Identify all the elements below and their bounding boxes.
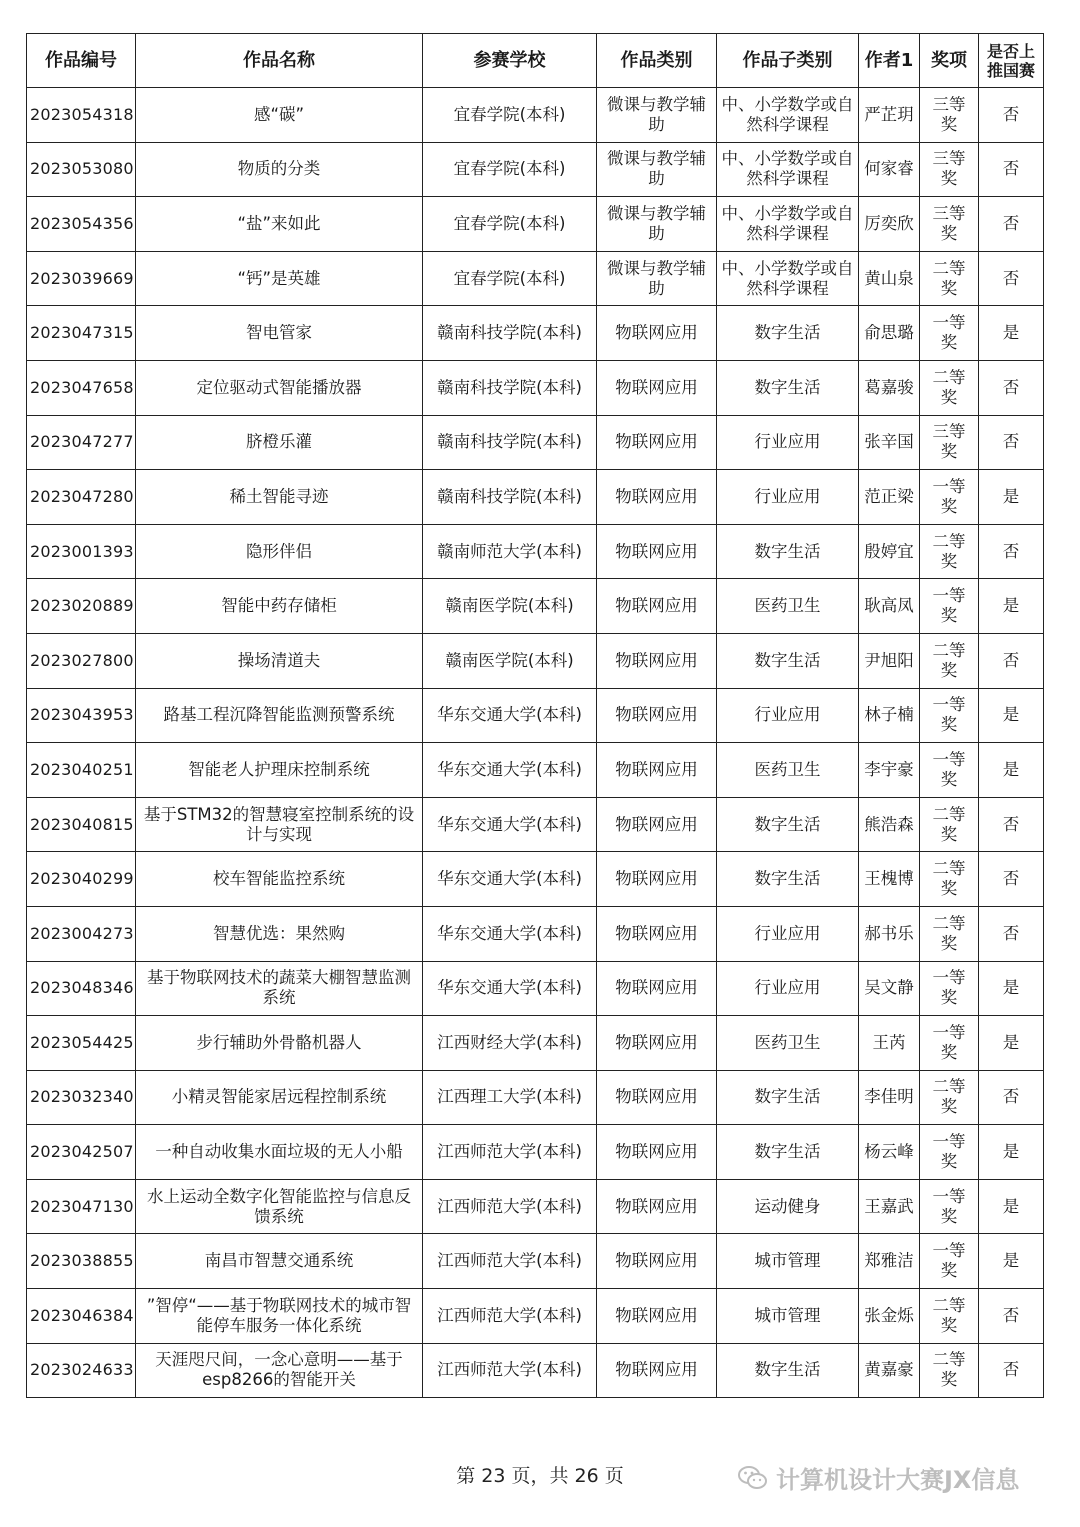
header-national: 是否上推国赛 xyxy=(979,34,1044,88)
cell-national: 否 xyxy=(979,1343,1044,1398)
cell-national: 否 xyxy=(979,797,1044,852)
cell-national: 是 xyxy=(979,961,1044,1016)
cell-name: 脐橙乐灌 xyxy=(136,415,423,470)
cell-award: 二等奖 xyxy=(920,906,979,961)
cell-id: 2023020889 xyxy=(27,579,136,634)
cell-national: 是 xyxy=(979,1125,1044,1180)
cell-award: 三等奖 xyxy=(920,197,979,252)
header-award: 奖项 xyxy=(920,34,979,88)
table-row xyxy=(27,743,1044,798)
cell-subcategory: 数字生活 xyxy=(717,1343,859,1398)
cell-author: 张辛国 xyxy=(859,415,920,470)
table-row xyxy=(27,524,1044,579)
cell-subcategory: 数字生活 xyxy=(717,633,859,688)
cell-subcategory: 数字生活 xyxy=(717,797,859,852)
cell-school: 华东交通大学(本科) xyxy=(423,688,597,743)
cell-national: 否 xyxy=(979,906,1044,961)
table-row xyxy=(27,306,1044,361)
cell-award: 一等奖 xyxy=(920,1125,979,1180)
cell-category: 物联网应用 xyxy=(597,470,717,525)
cell-author: 尹旭阳 xyxy=(859,633,920,688)
cell-school: 江西师范大学(本科) xyxy=(423,1125,597,1180)
cell-subcategory: 数字生活 xyxy=(717,360,859,415)
cell-author: 王芮 xyxy=(859,1016,920,1071)
cell-author: 林子楠 xyxy=(859,688,920,743)
cell-name: “盐”来如此 xyxy=(136,197,423,252)
cell-author: 黄嘉豪 xyxy=(859,1343,920,1398)
cell-category: 物联网应用 xyxy=(597,688,717,743)
cell-id: 2023042507 xyxy=(27,1125,136,1180)
cell-subcategory: 中、小学数学或自然科学课程 xyxy=(717,88,859,143)
cell-id: 2023040299 xyxy=(27,852,136,907)
cell-national: 是 xyxy=(979,1179,1044,1234)
cell-award: 二等奖 xyxy=(920,1070,979,1125)
cell-school: 赣南师范大学(本科) xyxy=(423,524,597,579)
cell-id: 2023047130 xyxy=(27,1179,136,1234)
cell-school: 宜春学院(本科) xyxy=(423,251,597,306)
table-row xyxy=(27,797,1044,852)
cell-name: 校车智能监控系统 xyxy=(136,852,423,907)
cell-name: 稀土智能寻迹 xyxy=(136,470,423,525)
cell-author: 吴文静 xyxy=(859,961,920,1016)
table-row xyxy=(27,1016,1044,1071)
cell-school: 赣南科技学院(本科) xyxy=(423,360,597,415)
cell-id: 2023047277 xyxy=(27,415,136,470)
cell-subcategory: 行业应用 xyxy=(717,688,859,743)
cell-category: 物联网应用 xyxy=(597,1016,717,1071)
cell-category: 物联网应用 xyxy=(597,906,717,961)
cell-subcategory: 中、小学数学或自然科学课程 xyxy=(717,142,859,197)
cell-national: 否 xyxy=(979,852,1044,907)
cell-category: 物联网应用 xyxy=(597,360,717,415)
cell-school: 江西理工大学(本科) xyxy=(423,1070,597,1125)
cell-name: 智慧优选：果然购 xyxy=(136,906,423,961)
table-row xyxy=(27,1179,1044,1234)
cell-name: 一种自动收集水面垃圾的无人小船 xyxy=(136,1125,423,1180)
cell-name: 基于STM32的智慧寝室控制系统的设计与实现 xyxy=(136,797,423,852)
table-row xyxy=(27,1070,1044,1125)
cell-name: 物质的分类 xyxy=(136,142,423,197)
cell-national: 否 xyxy=(979,1289,1044,1344)
cell-national: 否 xyxy=(979,1070,1044,1125)
cell-name: 感“碳” xyxy=(136,88,423,143)
cell-school: 宜春学院(本科) xyxy=(423,142,597,197)
cell-award: 一等奖 xyxy=(920,1016,979,1071)
table-row xyxy=(27,251,1044,306)
header-author: 作者1 xyxy=(859,34,920,88)
table-row xyxy=(27,1343,1044,1398)
cell-award: 二等奖 xyxy=(920,1343,979,1398)
cell-national: 是 xyxy=(979,743,1044,798)
cell-category: 微课与教学辅助 xyxy=(597,197,717,252)
cell-id: 2023038855 xyxy=(27,1234,136,1289)
cell-award: 二等奖 xyxy=(920,633,979,688)
cell-category: 物联网应用 xyxy=(597,852,717,907)
cell-subcategory: 医药卫生 xyxy=(717,579,859,634)
cell-award: 一等奖 xyxy=(920,579,979,634)
cell-id: 2023047280 xyxy=(27,470,136,525)
cell-award: 一等奖 xyxy=(920,306,979,361)
cell-id: 2023024633 xyxy=(27,1343,136,1398)
cell-award: 二等奖 xyxy=(920,852,979,907)
cell-id: 2023053080 xyxy=(27,142,136,197)
cell-subcategory: 数字生活 xyxy=(717,1125,859,1180)
cell-name: 天涯咫尺间，一念心意明——基于esp8266的智能开关 xyxy=(136,1343,423,1398)
cell-school: 宜春学院(本科) xyxy=(423,197,597,252)
cell-national: 否 xyxy=(979,633,1044,688)
cell-school: 华东交通大学(本科) xyxy=(423,852,597,907)
cell-category: 物联网应用 xyxy=(597,633,717,688)
cell-id: 2023027800 xyxy=(27,633,136,688)
cell-national: 是 xyxy=(979,688,1044,743)
cell-author: 李宇豪 xyxy=(859,743,920,798)
cell-author: 俞思璐 xyxy=(859,306,920,361)
cell-author: 郑雅洁 xyxy=(859,1234,920,1289)
cell-subcategory: 数字生活 xyxy=(717,852,859,907)
cell-award: 二等奖 xyxy=(920,1289,979,1344)
cell-school: 江西师范大学(本科) xyxy=(423,1179,597,1234)
header-category: 作品类别 xyxy=(597,34,717,88)
table-row xyxy=(27,197,1044,252)
cell-id: 2023054356 xyxy=(27,197,136,252)
page-suffix: 页 xyxy=(598,1465,624,1487)
cell-award: 一等奖 xyxy=(920,470,979,525)
cell-author: 张金烁 xyxy=(859,1289,920,1344)
watermark-text: 计算机设计大赛JX信息 xyxy=(776,1466,1020,1494)
table-row xyxy=(27,688,1044,743)
cell-school: 华东交通大学(本科) xyxy=(423,961,597,1016)
cell-national: 否 xyxy=(979,197,1044,252)
cell-award: 一等奖 xyxy=(920,961,979,1016)
header-id: 作品编号 xyxy=(27,34,136,88)
page-prefix: 第 xyxy=(456,1465,482,1487)
table-body xyxy=(27,88,1044,1398)
table-row xyxy=(27,852,1044,907)
cell-subcategory: 医药卫生 xyxy=(717,743,859,798)
cell-author: 葛嘉骏 xyxy=(859,360,920,415)
table-row xyxy=(27,360,1044,415)
header-school: 参赛学校 xyxy=(423,34,597,88)
cell-subcategory: 数字生活 xyxy=(717,306,859,361)
cell-name: ”智停“——基于物联网技术的城市智能停车服务一体化系统 xyxy=(136,1289,423,1344)
cell-subcategory: 中、小学数学或自然科学课程 xyxy=(717,197,859,252)
cell-subcategory: 行业应用 xyxy=(717,470,859,525)
table-row xyxy=(27,88,1044,143)
cell-subcategory: 城市管理 xyxy=(717,1289,859,1344)
cell-award: 二等奖 xyxy=(920,524,979,579)
cell-id: 2023047315 xyxy=(27,306,136,361)
cell-author: 杨云峰 xyxy=(859,1125,920,1180)
cell-national: 否 xyxy=(979,142,1044,197)
cell-author: 范正梁 xyxy=(859,470,920,525)
cell-name: 隐形伴侣 xyxy=(136,524,423,579)
header-name: 作品名称 xyxy=(136,34,423,88)
cell-category: 物联网应用 xyxy=(597,306,717,361)
cell-award: 一等奖 xyxy=(920,688,979,743)
cell-author: 王槐博 xyxy=(859,852,920,907)
cell-category: 物联网应用 xyxy=(597,579,717,634)
cell-id: 2023004273 xyxy=(27,906,136,961)
cell-award: 三等奖 xyxy=(920,142,979,197)
cell-category: 物联网应用 xyxy=(597,1070,717,1125)
cell-school: 宜春学院(本科) xyxy=(423,88,597,143)
cell-award: 二等奖 xyxy=(920,251,979,306)
cell-award: 一等奖 xyxy=(920,1179,979,1234)
cell-id: 2023043953 xyxy=(27,688,136,743)
cell-national: 否 xyxy=(979,251,1044,306)
cell-school: 赣南科技学院(本科) xyxy=(423,415,597,470)
cell-school: 赣南科技学院(本科) xyxy=(423,306,597,361)
cell-name: “钙”是英雄 xyxy=(136,251,423,306)
cell-award: 三等奖 xyxy=(920,415,979,470)
cell-subcategory: 医药卫生 xyxy=(717,1016,859,1071)
cell-award: 二等奖 xyxy=(920,797,979,852)
cell-school: 江西师范大学(本科) xyxy=(423,1234,597,1289)
cell-name: 智能老人护理床控制系统 xyxy=(136,743,423,798)
cell-subcategory: 行业应用 xyxy=(717,415,859,470)
cell-national: 是 xyxy=(979,470,1044,525)
cell-name: 水上运动全数字化智能监控与信息反馈系统 xyxy=(136,1179,423,1234)
table-row xyxy=(27,906,1044,961)
cell-category: 物联网应用 xyxy=(597,961,717,1016)
cell-name: 基于物联网技术的蔬菜大棚智慧监测系统 xyxy=(136,961,423,1016)
cell-author: 厉奕欣 xyxy=(859,197,920,252)
cell-category: 微课与教学辅助 xyxy=(597,88,717,143)
cell-name: 步行辅助外骨骼机器人 xyxy=(136,1016,423,1071)
cell-category: 物联网应用 xyxy=(597,524,717,579)
table-row xyxy=(27,961,1044,1016)
cell-id: 2023046384 xyxy=(27,1289,136,1344)
cell-id: 2023054425 xyxy=(27,1016,136,1071)
cell-id: 2023048346 xyxy=(27,961,136,1016)
cell-school: 华东交通大学(本科) xyxy=(423,743,597,798)
table-row xyxy=(27,1289,1044,1344)
cell-subcategory: 行业应用 xyxy=(717,906,859,961)
cell-subcategory: 城市管理 xyxy=(717,1234,859,1289)
cell-national: 是 xyxy=(979,579,1044,634)
table-row xyxy=(27,415,1044,470)
total-pages: 26 xyxy=(574,1465,599,1487)
cell-id: 2023032340 xyxy=(27,1070,136,1125)
cell-national: 否 xyxy=(979,360,1044,415)
cell-author: 黄山泉 xyxy=(859,251,920,306)
cell-national: 否 xyxy=(979,415,1044,470)
cell-name: 定位驱动式智能播放器 xyxy=(136,360,423,415)
table-row xyxy=(27,1234,1044,1289)
cell-author: 殷婷宜 xyxy=(859,524,920,579)
cell-author: 王嘉武 xyxy=(859,1179,920,1234)
cell-national: 是 xyxy=(979,306,1044,361)
cell-author: 郝书乐 xyxy=(859,906,920,961)
cell-national: 否 xyxy=(979,524,1044,579)
awards-table xyxy=(26,33,1044,1398)
cell-id: 2023047658 xyxy=(27,360,136,415)
table-row xyxy=(27,142,1044,197)
cell-school: 赣南医学院(本科) xyxy=(423,633,597,688)
cell-school: 华东交通大学(本科) xyxy=(423,797,597,852)
cell-author: 严芷玥 xyxy=(859,88,920,143)
cell-award: 二等奖 xyxy=(920,360,979,415)
page-middle: 页，共 xyxy=(505,1465,575,1487)
cell-name: 南昌市智慧交通系统 xyxy=(136,1234,423,1289)
table-row xyxy=(27,633,1044,688)
cell-author: 耿高凤 xyxy=(859,579,920,634)
cell-school: 赣南医学院(本科) xyxy=(423,579,597,634)
cell-award: 一等奖 xyxy=(920,1234,979,1289)
cell-category: 物联网应用 xyxy=(597,1125,717,1180)
cell-subcategory: 行业应用 xyxy=(717,961,859,1016)
cell-name: 路基工程沉降智能监测预警系统 xyxy=(136,688,423,743)
cell-category: 物联网应用 xyxy=(597,797,717,852)
cell-author: 李佳明 xyxy=(859,1070,920,1125)
wechat-icon xyxy=(738,1465,768,1491)
cell-national: 是 xyxy=(979,1234,1044,1289)
cell-category: 微课与教学辅助 xyxy=(597,142,717,197)
cell-school: 华东交通大学(本科) xyxy=(423,906,597,961)
cell-id: 2023040815 xyxy=(27,797,136,852)
cell-national: 否 xyxy=(979,88,1044,143)
cell-category: 物联网应用 xyxy=(597,415,717,470)
cell-id: 2023054318 xyxy=(27,88,136,143)
current-page: 23 xyxy=(481,1465,506,1487)
table-row xyxy=(27,579,1044,634)
cell-award: 一等奖 xyxy=(920,743,979,798)
cell-author: 何家睿 xyxy=(859,142,920,197)
cell-category: 物联网应用 xyxy=(597,1289,717,1344)
table-row xyxy=(27,1125,1044,1180)
cell-subcategory: 运动健身 xyxy=(717,1179,859,1234)
cell-id: 2023001393 xyxy=(27,524,136,579)
cell-school: 江西财经大学(本科) xyxy=(423,1016,597,1071)
cell-school: 赣南科技学院(本科) xyxy=(423,470,597,525)
cell-category: 物联网应用 xyxy=(597,1343,717,1398)
cell-category: 微课与教学辅助 xyxy=(597,251,717,306)
table-header-row xyxy=(27,34,1044,88)
cell-id: 2023039669 xyxy=(27,251,136,306)
cell-name: 操场清道夫 xyxy=(136,633,423,688)
cell-category: 物联网应用 xyxy=(597,1234,717,1289)
cell-subcategory: 数字生活 xyxy=(717,1070,859,1125)
cell-subcategory: 中、小学数学或自然科学课程 xyxy=(717,251,859,306)
cell-name: 小精灵智能家居远程控制系统 xyxy=(136,1070,423,1125)
cell-national: 是 xyxy=(979,1016,1044,1071)
cell-name: 智能中药存储柜 xyxy=(136,579,423,634)
cell-school: 江西师范大学(本科) xyxy=(423,1343,597,1398)
cell-name: 智电管家 xyxy=(136,306,423,361)
cell-school: 江西师范大学(本科) xyxy=(423,1289,597,1344)
cell-id: 2023040251 xyxy=(27,743,136,798)
cell-author: 熊浩森 xyxy=(859,797,920,852)
cell-category: 物联网应用 xyxy=(597,743,717,798)
cell-category: 物联网应用 xyxy=(597,1179,717,1234)
table-row xyxy=(27,470,1044,525)
cell-award: 三等奖 xyxy=(920,88,979,143)
watermark xyxy=(738,1460,1019,1495)
cell-subcategory: 数字生活 xyxy=(717,524,859,579)
header-subcategory: 作品子类别 xyxy=(717,34,859,88)
